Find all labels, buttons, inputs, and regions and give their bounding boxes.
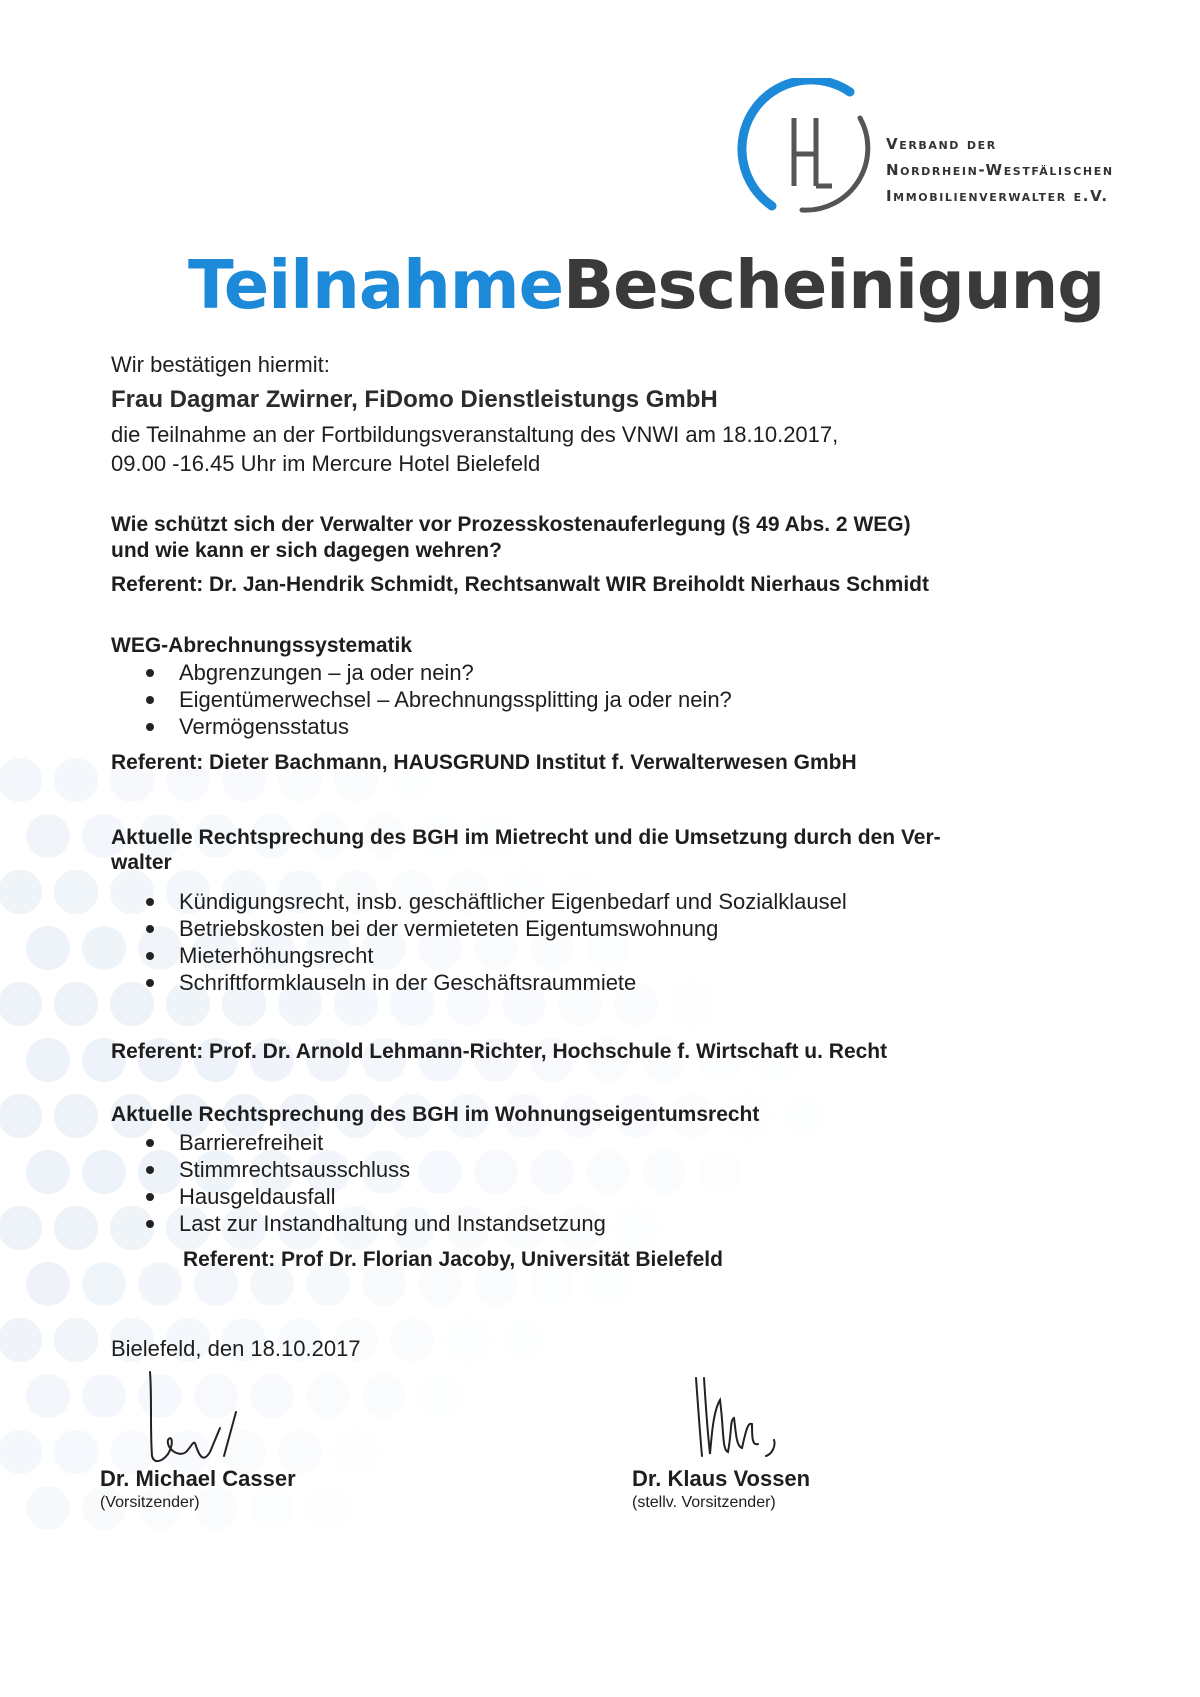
signatory-2-name: Dr. Klaus Vossen	[632, 1466, 811, 1491]
organization-name	[886, 131, 1114, 209]
topic-1-heading-line-1: Wie schützt sich der Verwalter vor Prozesskostenauferlegung (§ 49 Abs. 2 WEG)	[111, 513, 911, 536]
title-part-1: Teilnahme	[188, 246, 564, 324]
list-item-text: Betriebskosten bei der vermieteten Eigentumswohnung	[179, 916, 719, 941]
org-name-line-3: Immobilienverwalter e.V.	[886, 187, 1109, 205]
list-item	[146, 1157, 410, 1183]
org-name-line-1: Verband der	[886, 135, 997, 153]
signatory-1-name: Dr. Michael Casser	[100, 1466, 296, 1491]
vnwi-logo	[732, 78, 887, 218]
topic-3-heading-line-1: Aktuelle Rechtsprechung des BGH im Mietrecht und die Umsetzung durch den Ver-	[111, 826, 941, 849]
participant-name: Frau Dagmar Zwirner, FiDomo Dienstleistungs GmbH	[111, 386, 718, 413]
list-item	[146, 1211, 606, 1237]
title-part-2: Bescheinigung	[563, 246, 1105, 324]
list-item-text: Last zur Instandhaltung und Instandsetzung	[179, 1211, 606, 1236]
bullet-icon	[146, 1166, 154, 1174]
org-name-line-2: Nordrhein-Westfälischen	[886, 161, 1114, 179]
bullet-icon	[146, 1139, 154, 1147]
topic-3-heading-line-2: walter	[111, 851, 172, 874]
topic-2-speaker: Referent: Dieter Bachmann, HAUSGRUND Institut f. Verwalterwesen GmbH	[111, 751, 857, 774]
place-and-date: Bielefeld, den 18.10.2017	[111, 1336, 361, 1361]
topic-2-heading: WEG-Abrechnungssystematik	[111, 634, 413, 657]
bullet-icon	[146, 979, 154, 987]
list-item	[146, 916, 718, 942]
topic-4-speaker: Referent: Prof Dr. Florian Jacoby, Universität Bielefeld	[183, 1248, 723, 1271]
event-line-1: die Teilnahme an der Fortbildungsveranstaltung des VNWI am 18.10.2017,	[111, 422, 839, 447]
bullet-icon	[146, 898, 154, 906]
signatory-1-role: (Vorsitzender)	[100, 1494, 200, 1511]
list-item	[146, 889, 847, 915]
list-item-text: Abgrenzungen – ja oder nein?	[179, 660, 474, 685]
list-item-text: Schriftformklauseln in der Geschäftsraummiete	[179, 970, 637, 995]
list-item	[146, 1184, 336, 1210]
bullet-icon	[146, 696, 154, 704]
list-item	[146, 970, 636, 996]
list-item	[146, 714, 349, 740]
bullet-icon	[146, 669, 154, 677]
topic-1-speaker: Referent: Dr. Jan-Hendrik Schmidt, Rechtsanwalt WIR Breiholdt Nierhaus Schmidt	[111, 573, 929, 596]
event-line-2: 09.00 -16.45 Uhr im Mercure Hotel Bielefeld	[111, 451, 541, 476]
topic-1-heading-line-2: und wie kann er sich dagegen wehren?	[111, 539, 502, 562]
list-item-text: Kündigungsrecht, insb. geschäftlicher Eigenbedarf und Sozialklausel	[179, 889, 847, 914]
list-item-text: Stimmrechtsausschluss	[179, 1157, 411, 1182]
list-item-text: Mieterhöhungsrecht	[179, 943, 374, 968]
list-item-text: Barrierefreiheit	[179, 1130, 324, 1155]
topic-4-heading: Aktuelle Rechtsprechung des BGH im Wohnungseigentumsrecht	[111, 1103, 760, 1126]
bullet-icon	[146, 1220, 154, 1228]
list-item	[146, 660, 474, 686]
list-item	[146, 1130, 323, 1156]
list-item-text: Eigentümerwechsel – Abrechnungssplitting ja oder nein?	[179, 687, 732, 712]
signatory-2-role: (stellv. Vorsitzender)	[632, 1494, 776, 1511]
bullet-icon	[146, 925, 154, 933]
signature-left	[138, 1368, 248, 1468]
list-item	[146, 943, 373, 969]
bullet-icon	[146, 952, 154, 960]
bullet-icon	[146, 723, 154, 731]
signature-right	[690, 1370, 800, 1465]
list-item	[146, 687, 732, 713]
topic-3-speaker: Referent: Prof. Dr. Arnold Lehmann-Richter, Hochschule f. Wirtschaft u. Recht	[111, 1040, 888, 1063]
bullet-icon	[146, 1193, 154, 1201]
list-item-text: Vermögensstatus	[179, 714, 349, 739]
list-item-text: Hausgeldausfall	[179, 1184, 336, 1209]
confirmation-line: Wir bestätigen hiermit:	[111, 352, 330, 377]
document-title	[188, 246, 1104, 324]
